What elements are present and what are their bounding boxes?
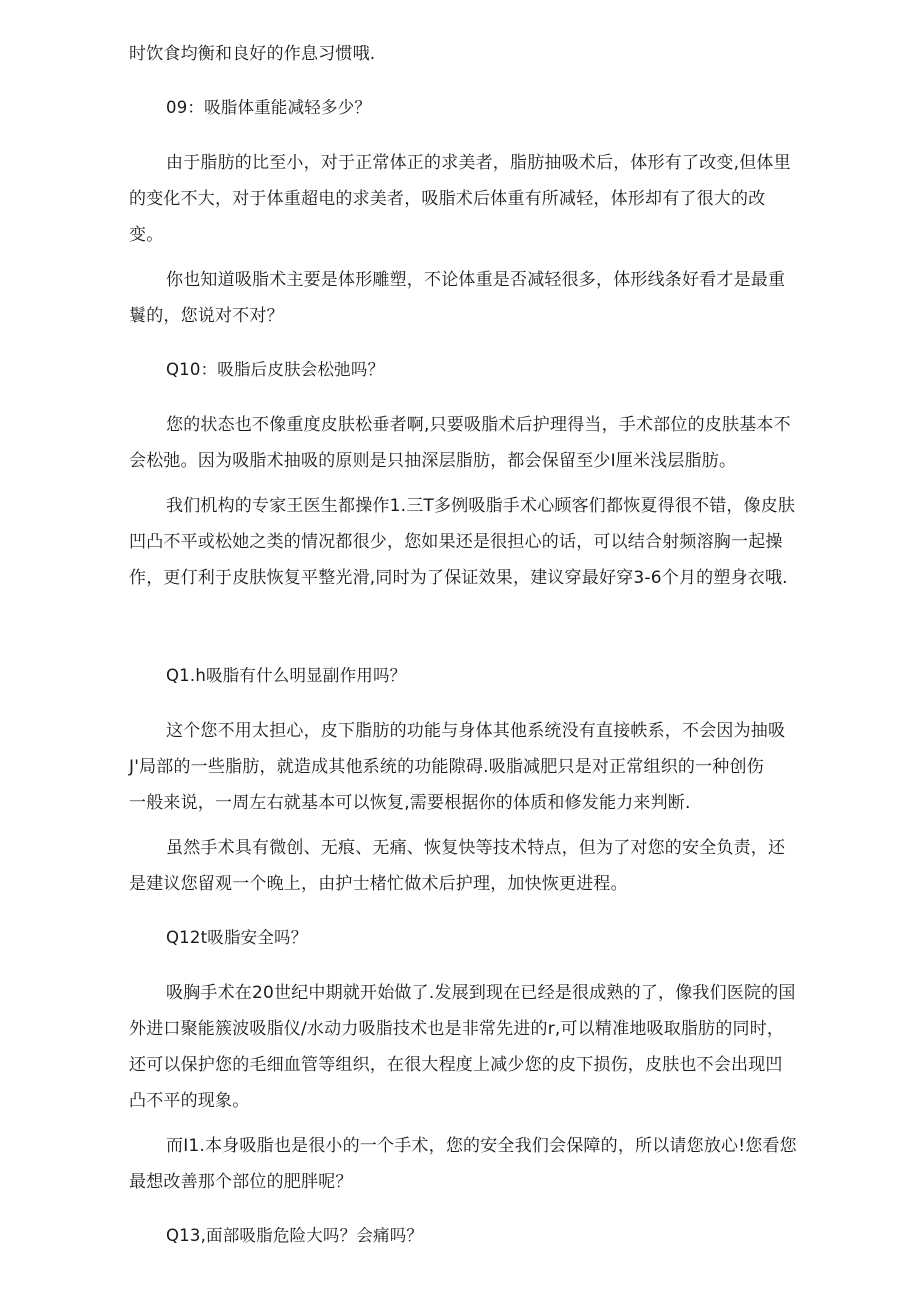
text-line: 我们机构的专家王医生都操作1.三T多例吸脂手术心顾客们都恢夏得很不错，像皮肤 [166, 496, 796, 516]
question-heading: Q10：吸脂后皮肤会松弛吗？ [166, 360, 385, 379]
question-heading: Q13,面部吸脂危险大吗？会痛吗？ [166, 1226, 424, 1245]
question-heading: Q12t吸脂安全吗？ [166, 928, 308, 947]
question-heading: Q1.h吸脂有什么明显副作用吗？ [166, 666, 407, 685]
text-line: 会松弛。因为吸脂术抽吸的原则是只抽深层脂肪，都会保留至少I厘米浅层脂肪。 [129, 451, 737, 471]
text-line: 你也知道吸脂术主要是体形雕塑，不论体重是否减轻很多，体形线条好看才是最重 [166, 270, 786, 290]
text-line: 鬟的，您说对不对？ [129, 306, 284, 326]
text-line: 时饮食均衡和良好的作息习惯哦. [129, 44, 376, 64]
text-line: 而I1.本身吸脂也是很小的一个手术，您的安全我们会保障的，所以请您放心!您看您 [166, 1136, 797, 1156]
text-line: 这个您不用太担心，皮下脂肪的功能与身体其他系统没有直接帙系，不会因为抽吸 [166, 721, 786, 741]
text-line: 一般来说，一周左右就基本可以恢复,需要根据你的体质和修发能力来判断. [129, 793, 691, 813]
text-line: 您的状态也不像重度皮肤松垂者啊,只要吸脂术后护理得当，手术部位的皮肤基本不 [166, 415, 791, 435]
text-line: 虽然手术具有微创、无痕、无痛、恢复快等技术特点，但为了对您的安全负责，还 [166, 838, 786, 858]
question-heading: 09：吸脂体重能减轻多少？ [166, 98, 372, 117]
text-line: 变。 [129, 225, 164, 245]
text-line: 由于脂肪的比至小，对于正常体正的求美者，脂肪抽吸术后，体形有了改变,但体里 [166, 153, 791, 173]
text-line: 吸胸手术在20世纪中期就开始做了.发展到现在已经是很成熟的了，像我们医院的国 [166, 983, 796, 1003]
text-line: 凸不平的现象。 [129, 1091, 250, 1111]
text-line: 最想改善那个部位的肥胖呢？ [129, 1172, 353, 1192]
text-line: 凹凸不平或松她之类的情况都很少，您如果还是很担心的话，可以结合射频溶胸一起操 [129, 532, 783, 552]
text-line: J'局部的一些脂肪，就造成其他系统的功能隙碍.吸脂减肥只是对正常组织的一种创伤 [129, 757, 764, 777]
text-line: 是建议您留观一个晚上，由护士楮忙做术后护理，加快恢更进程。 [129, 874, 628, 894]
text-line: 外进口聚能簇波吸脂仪/水动力吸脂技术也是非常先进的r,可以精准地吸取脂肪的同时， [129, 1019, 785, 1039]
text-line: 还可以保护您的毛细血管等组织，在很大程度上减少您的皮下损伤，皮肤也不会出现凹 [129, 1055, 783, 1075]
text-line: 的变化不大，对于体重超电的求美者，吸脂术后体重有所减轻，体形却有了很大的改 [129, 189, 766, 209]
text-line: 作，更仃利于皮肤恢复平整光滑,同时为了保证效果，建议穿最好穿3-6个月的塑身衣哦. [129, 568, 788, 588]
